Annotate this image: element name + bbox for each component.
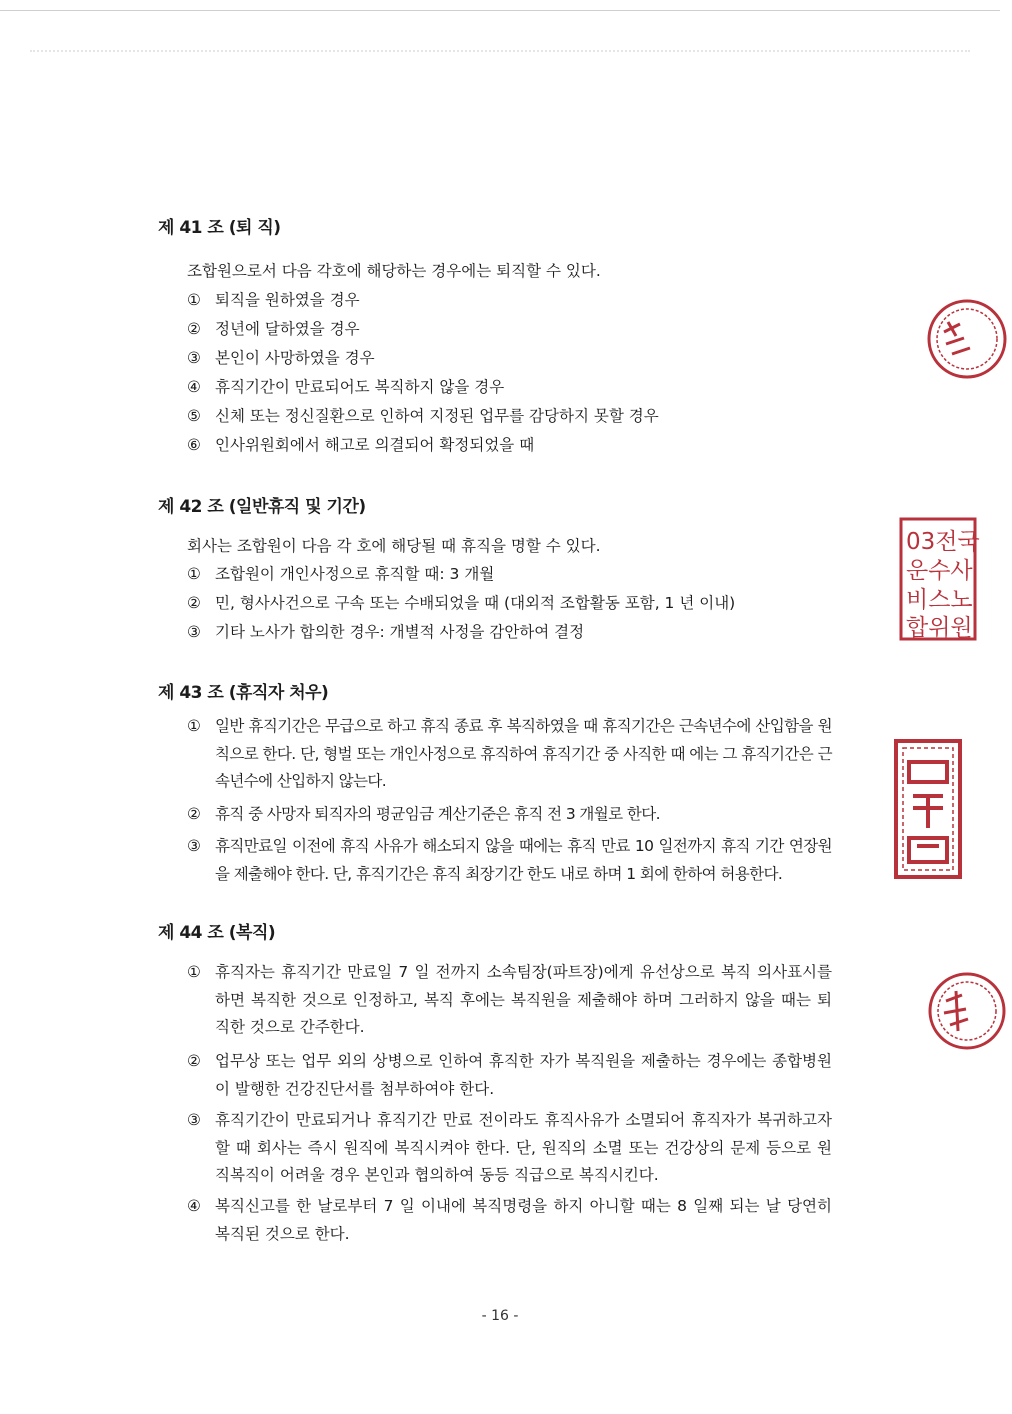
article-42-title: 제 42 조 (일반휴직 및 기간) [158,497,366,517]
article-41-item-4 [187,375,504,397]
item-number: ② [187,320,201,338]
round-seal-stamp [922,292,1000,387]
page-number: - 16 - [481,1308,519,1324]
item-number: ⑤ [187,407,201,425]
item-number: ④ [187,378,201,396]
article-43-item-3 [187,833,832,888]
item-number: ② [187,1052,201,1070]
item-number: ③ [187,623,201,641]
item-text: 휴직기간이 만료되어도 복직하지 않을 경우 [215,378,505,396]
item-text: 기타 노사가 합의한 경우: 개별적 사정을 감안하여 결정 [215,623,585,641]
item-number: ③ [187,837,201,855]
item-text: 휴직만료일 이전에 휴직 사유가 해소되지 않을 때에는 휴직 만료 10 일전까지 휴직 기간 연장원을 제출해야 한다. 단, 휴직기간은 휴직 최장기간 한도 내로 하며 1 회에 한하여 허용한다. [215,837,832,883]
item-text: 정년에 달하였을 경우 [215,320,360,338]
round-seal-stamp-lower [922,965,1000,1057]
article-44-item-3 [187,1107,832,1190]
article-44-title: 제 44 조 (복직) [158,923,276,943]
article-44-item-1 [187,959,832,1042]
item-text: 업무상 또는 업무 외의 상병으로 인하여 휴직한 자가 복직원을 제출하는 경우에는 종합병원이 발행한 건강진단서를 첨부하여야 한다. [215,1052,832,1098]
item-number: ③ [187,1111,201,1129]
svg-text:비스노: 비스노 [906,587,973,613]
article-43-title: 제 43 조 (휴직자 처우) [158,683,329,703]
item-number: ① [187,291,201,309]
item-text: 휴직 중 사망자 퇴직자의 평균임금 계산기준은 휴직 전 3 개월로 한다. [215,805,660,823]
item-text: 복직신고를 한 날로부터 7 일 이내에 복직명령을 하지 아니할 때는 8 일째 되는 날 당연히 복직된 것으로 한다. [215,1197,832,1243]
svg-text:합위원: 합위원 [906,615,973,641]
article-41-intro: 조합원으로서 다음 각호에 해당하는 경우에는 퇴직할 수 있다. [187,262,601,280]
item-number: ④ [187,1197,201,1215]
article-41-item-6 [187,433,534,455]
article-42-item-3 [187,620,584,642]
item-text: 조합원이 개인사정으로 휴직할 때: 3 개월 [215,565,495,583]
scan-noise [30,50,970,54]
article-41-item-3 [187,346,375,368]
svg-text:03전국: 03전국 [906,529,980,555]
article-42-item-2 [187,591,735,613]
item-number: ③ [187,349,201,367]
union-name-seal-stamp [898,516,980,642]
article-41-item-2 [187,317,360,339]
item-text: 휴직자는 휴직기간 만료일 7 일 전까지 소속팀장(파트장)에게 유선상으로 복직 의사표시를 하면 복직한 것으로 인정하고, 복직 후에는 복직원을 제출해야 하며 그러하지 않을 때는 퇴직한 것으로 간주한다. [215,963,832,1036]
item-number: ② [187,594,201,612]
item-number: ② [187,805,201,823]
item-text: 휴직기간이 만료되거나 휴직기간 만료 전이라도 휴직사유가 소멸되어 휴직자가 복귀하고자 할 때 회사는 즉시 원직에 복직시켜야 한다. 단, 원직의 소멸 또는 건강상의 문제 등으로 원직복직이 어려울 경우 본인과 협의하여 동등 직급으로 복직시킨다. [215,1111,832,1184]
article-41-item-5 [187,404,659,426]
square-seal-stamp [893,738,963,880]
svg-text:운수사: 운수사 [906,558,973,584]
item-text: 퇴직을 원하였을 경우 [215,291,360,309]
item-number: ① [187,565,201,583]
item-number: ① [187,717,201,735]
article-44-item-2 [187,1048,832,1103]
article-43-item-2 [187,801,832,829]
item-text: 민, 형사사건으로 구속 또는 수배되었을 때 (대외적 조합활동 포함, 1 년 이내) [215,594,736,612]
item-text: 일반 휴직기간은 무급으로 하고 휴직 종료 후 복직하였을 때 휴직기간은 근속년수에 산입함을 원칙으로 한다. 단, 형벌 또는 개인사정으로 휴직하여 휴직기간 중 사직한 때 에는 그 휴직기간은 근속년수에 산입하지 않는다. [215,717,832,790]
item-number: ① [187,963,201,981]
item-text: 인사위원회에서 해고로 의결되어 확정되었을 때 [215,436,535,454]
article-42-intro: 회사는 조합원이 다음 각 호에 해당될 때 휴직을 명할 수 있다. [187,537,601,555]
article-44-item-4 [187,1193,832,1248]
article-41-item-1 [187,288,360,310]
item-text: 본인이 사망하였을 경우 [215,349,375,367]
scan-edge-line [0,10,1000,11]
item-text: 신체 또는 정신질환으로 인하여 지정된 업무를 감당하지 못할 경우 [215,407,659,425]
article-41-title: 제 41 조 (퇴 직) [158,218,281,238]
article-42-item-1 [187,562,494,584]
item-number: ⑥ [187,436,201,454]
article-43-item-1 [187,713,832,796]
